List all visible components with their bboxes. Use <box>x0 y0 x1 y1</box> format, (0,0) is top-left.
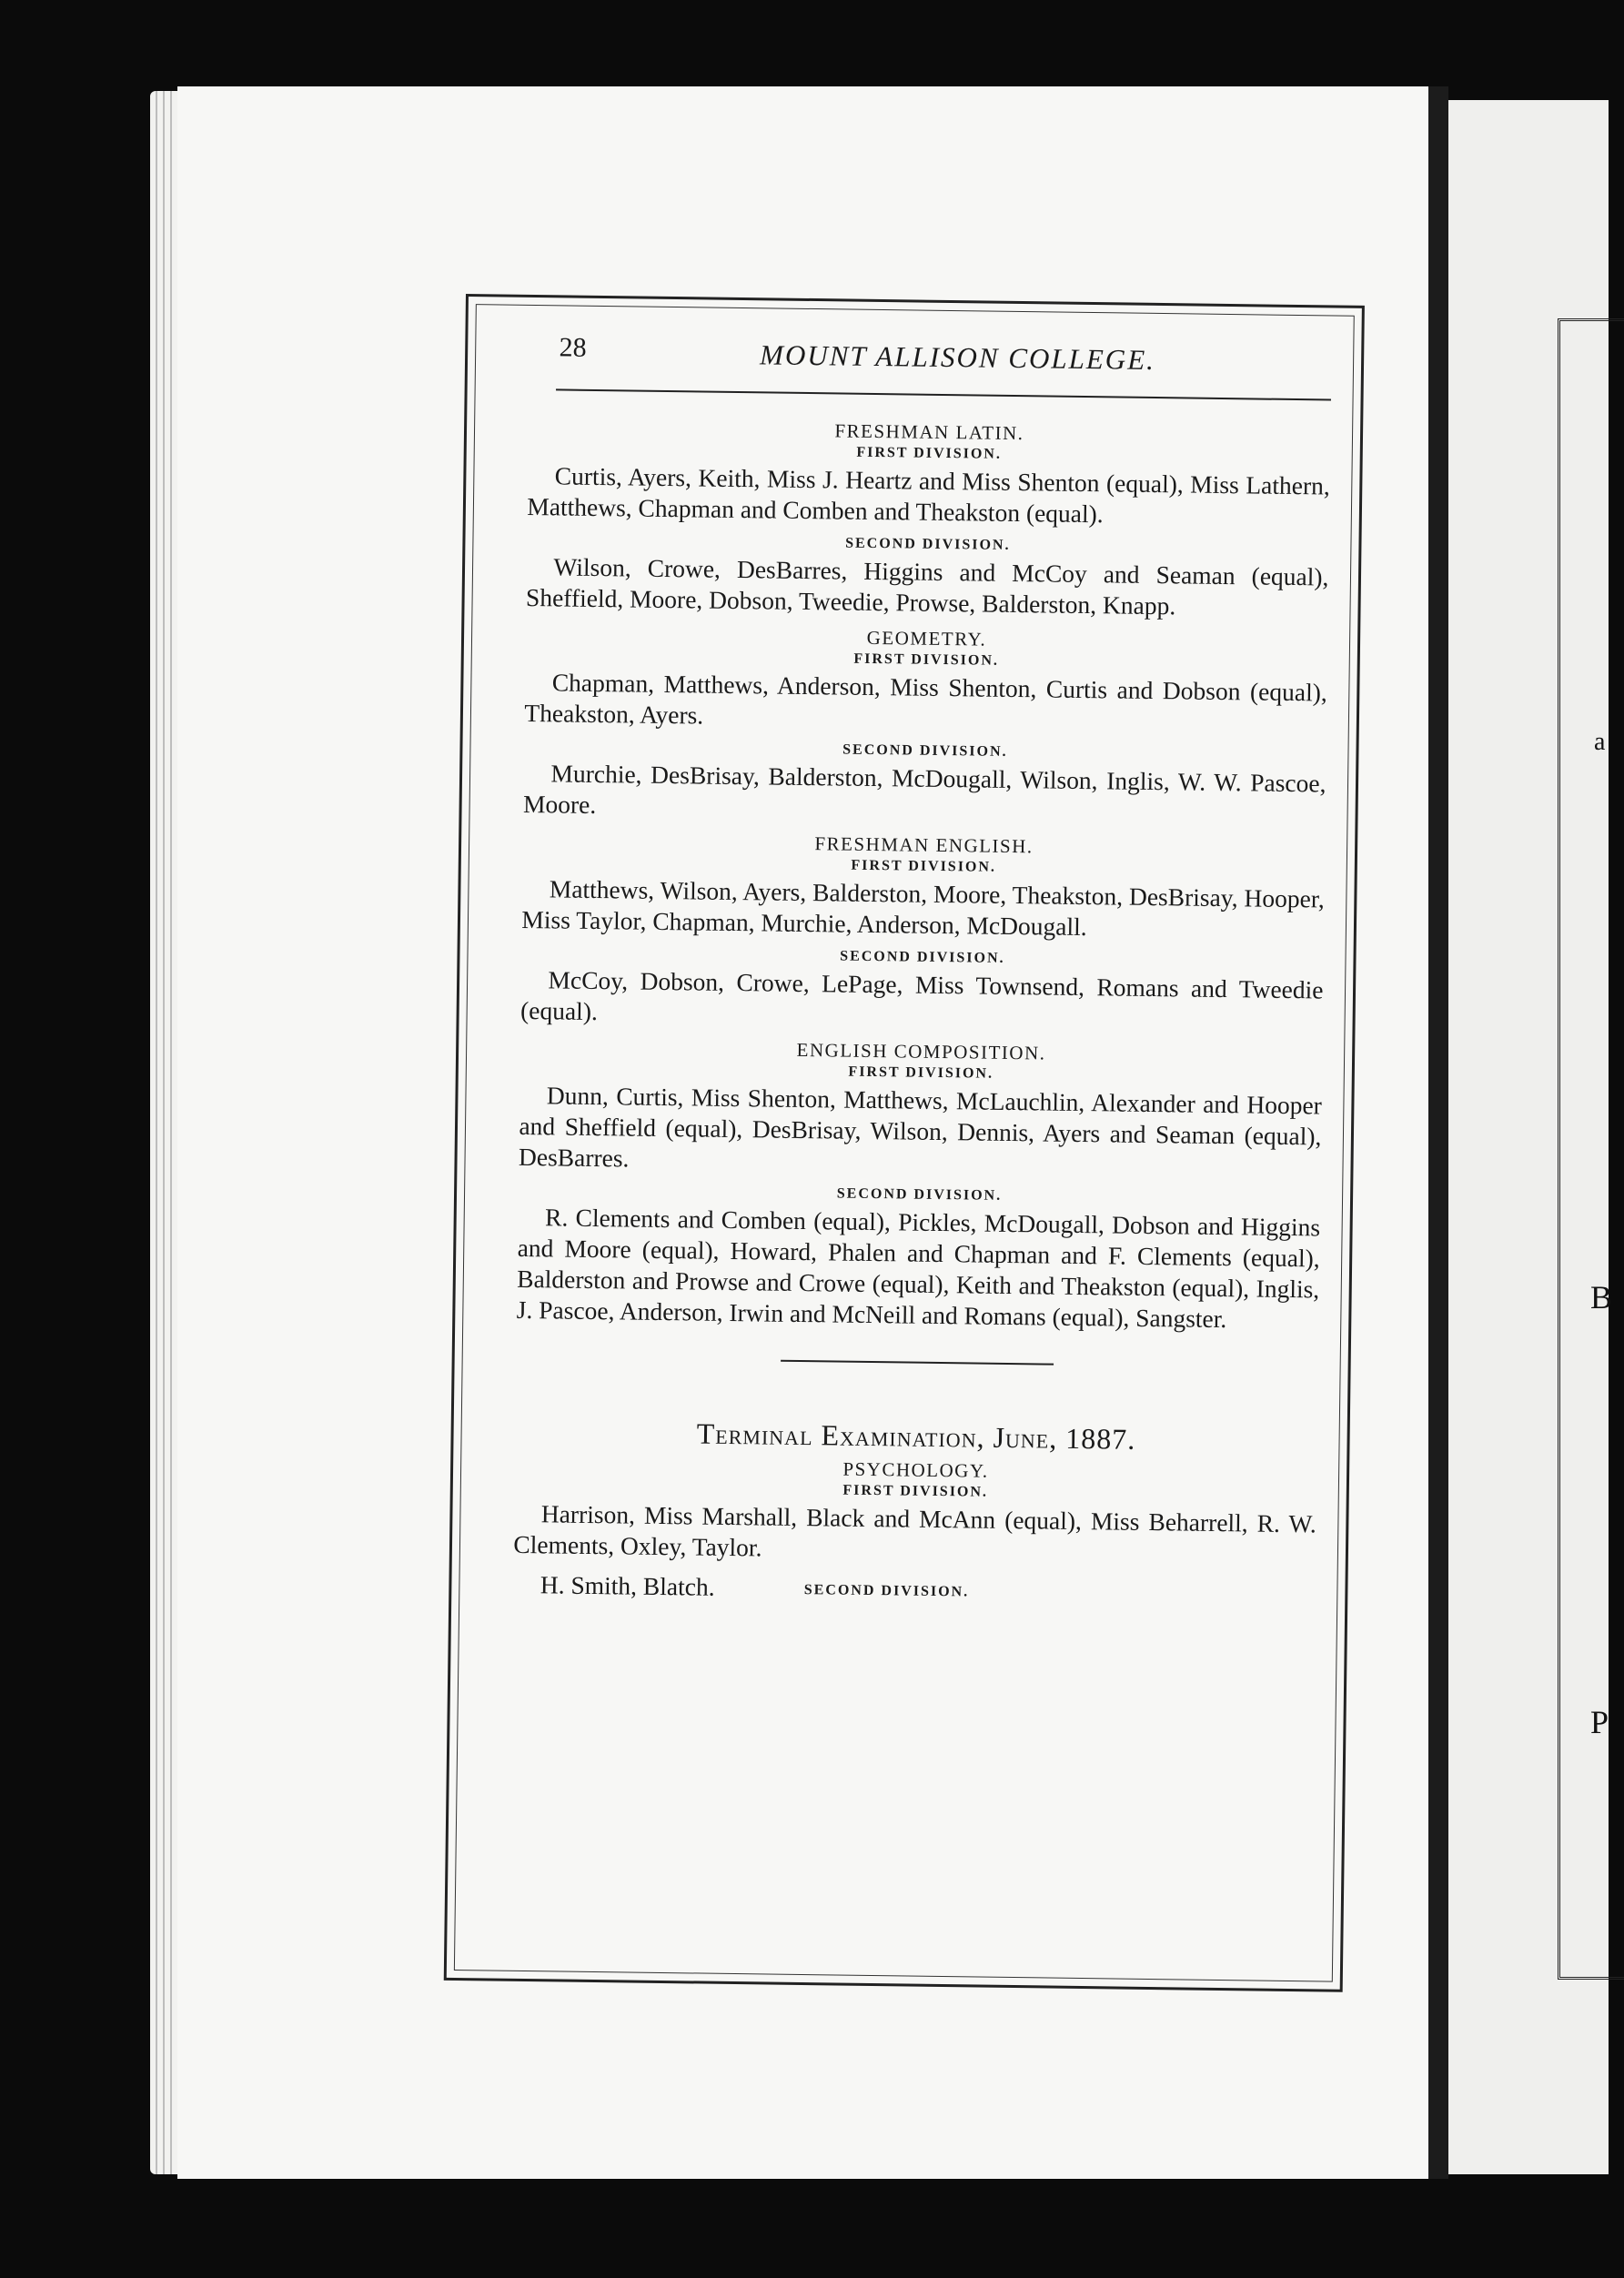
section-title: GEOMETRY. <box>866 626 987 650</box>
facing-page-letter: a <box>1594 728 1606 756</box>
names-paragraph: McCoy, Dobson, Crowe, LePage, Miss Townsend, Romans and Tweedie (equal). <box>519 965 1324 1026</box>
running-title: MOUNT ALLISON COLLEGE. <box>759 338 1156 377</box>
division-label: FIRST DIVISION. <box>848 1063 994 1082</box>
division-label: FIRST DIVISION. <box>851 857 997 875</box>
page-content <box>513 323 1332 1612</box>
division-label: FIRST DIVISION. <box>856 444 1003 462</box>
names-paragraph: Wilson, Crowe, DesBarres, Higgins and McCoy and Seaman (equal), Sheffield, Moore, Dobson, Tweedie, Prowse, Balderston, Knapp. <box>525 552 1329 620</box>
division-label: SECOND DIVISION. <box>836 1185 1003 1204</box>
running-head <box>529 323 1332 387</box>
section-title: PSYCHOLOGY. <box>842 1457 989 1482</box>
book-gutter <box>1428 86 1448 2179</box>
facing-page-letter: P <box>1590 1704 1609 1740</box>
division-label: SECOND DIVISION. <box>803 1582 970 1600</box>
section-divider-rule <box>781 1360 1054 1366</box>
names-paragraph: Curtis, Ayers, Keith, Miss J. Heartz and Miss Shenton (equal), Miss Lathern, Matthews, Chapman and Comben and Theakston (equal). <box>527 461 1330 529</box>
names-inline: H. Smith, Blatch. <box>540 1570 715 1601</box>
division-label: SECOND DIVISION. <box>842 741 1008 760</box>
section-title: FRESHMAN ENGLISH. <box>814 832 1034 858</box>
division-label: FIRST DIVISION. <box>853 650 1000 669</box>
facing-page-letter: B <box>1590 1279 1613 1315</box>
names-paragraph: Chapman, Matthews, Anderson, Miss Shenton, Curtis and Dobson (equal), Theakston, Ayers. <box>524 668 1327 730</box>
section-title: ENGLISH COMPOSITION. <box>796 1038 1046 1064</box>
division-label: SECOND DIVISION. <box>840 948 1005 966</box>
section-title: FRESHMAN LATIN. <box>834 419 1024 445</box>
header-rule <box>556 388 1331 400</box>
page-number: 28 <box>559 332 587 363</box>
names-paragraph: Matthews, Wilson, Ayers, Balderston, Moore, Theakston, DesBrisay, Hooper, Miss Taylor, Chapman, Murchie, Anderson, McDougall. <box>521 874 1325 942</box>
names-paragraph: Murchie, DesBrisay, Balderston, McDougall, Wilson, Inglis, W. W. Pascoe, Moore. <box>522 759 1326 820</box>
exam-heading: Terminal Examination, June, 1887. <box>696 1416 1136 1456</box>
division-label: FIRST DIVISION. <box>842 1482 989 1500</box>
division-label: SECOND DIVISION. <box>845 535 1011 553</box>
names-paragraph: R. Clements and Comben (equal), Pickles, McDougall, Dobson and Higgins and Moore (equal), Howard, Phalen and Chapman and F. Clements (equal), Balderston and Prowse and Crowe (equal), Keith and Theakston (equal), Inglis, J. Pascoe, Anderson, Irwin and McNeill and Romans (equal), Sangster. <box>516 1203 1321 1334</box>
names-paragraph: Harrison, Miss Marshall, Black and McAnn (equal), Miss Beharrell, R. W. Clements, Oxley, Taylor. <box>513 1499 1316 1562</box>
names-paragraph: Dunn, Curtis, Miss Shenton, Matthews, McLauchlin, Alexander and Hooper and Sheffield (equal), DesBrisay, Wilson, Dennis, Ayers and Seaman (equal), DesBarres. <box>518 1081 1323 1173</box>
